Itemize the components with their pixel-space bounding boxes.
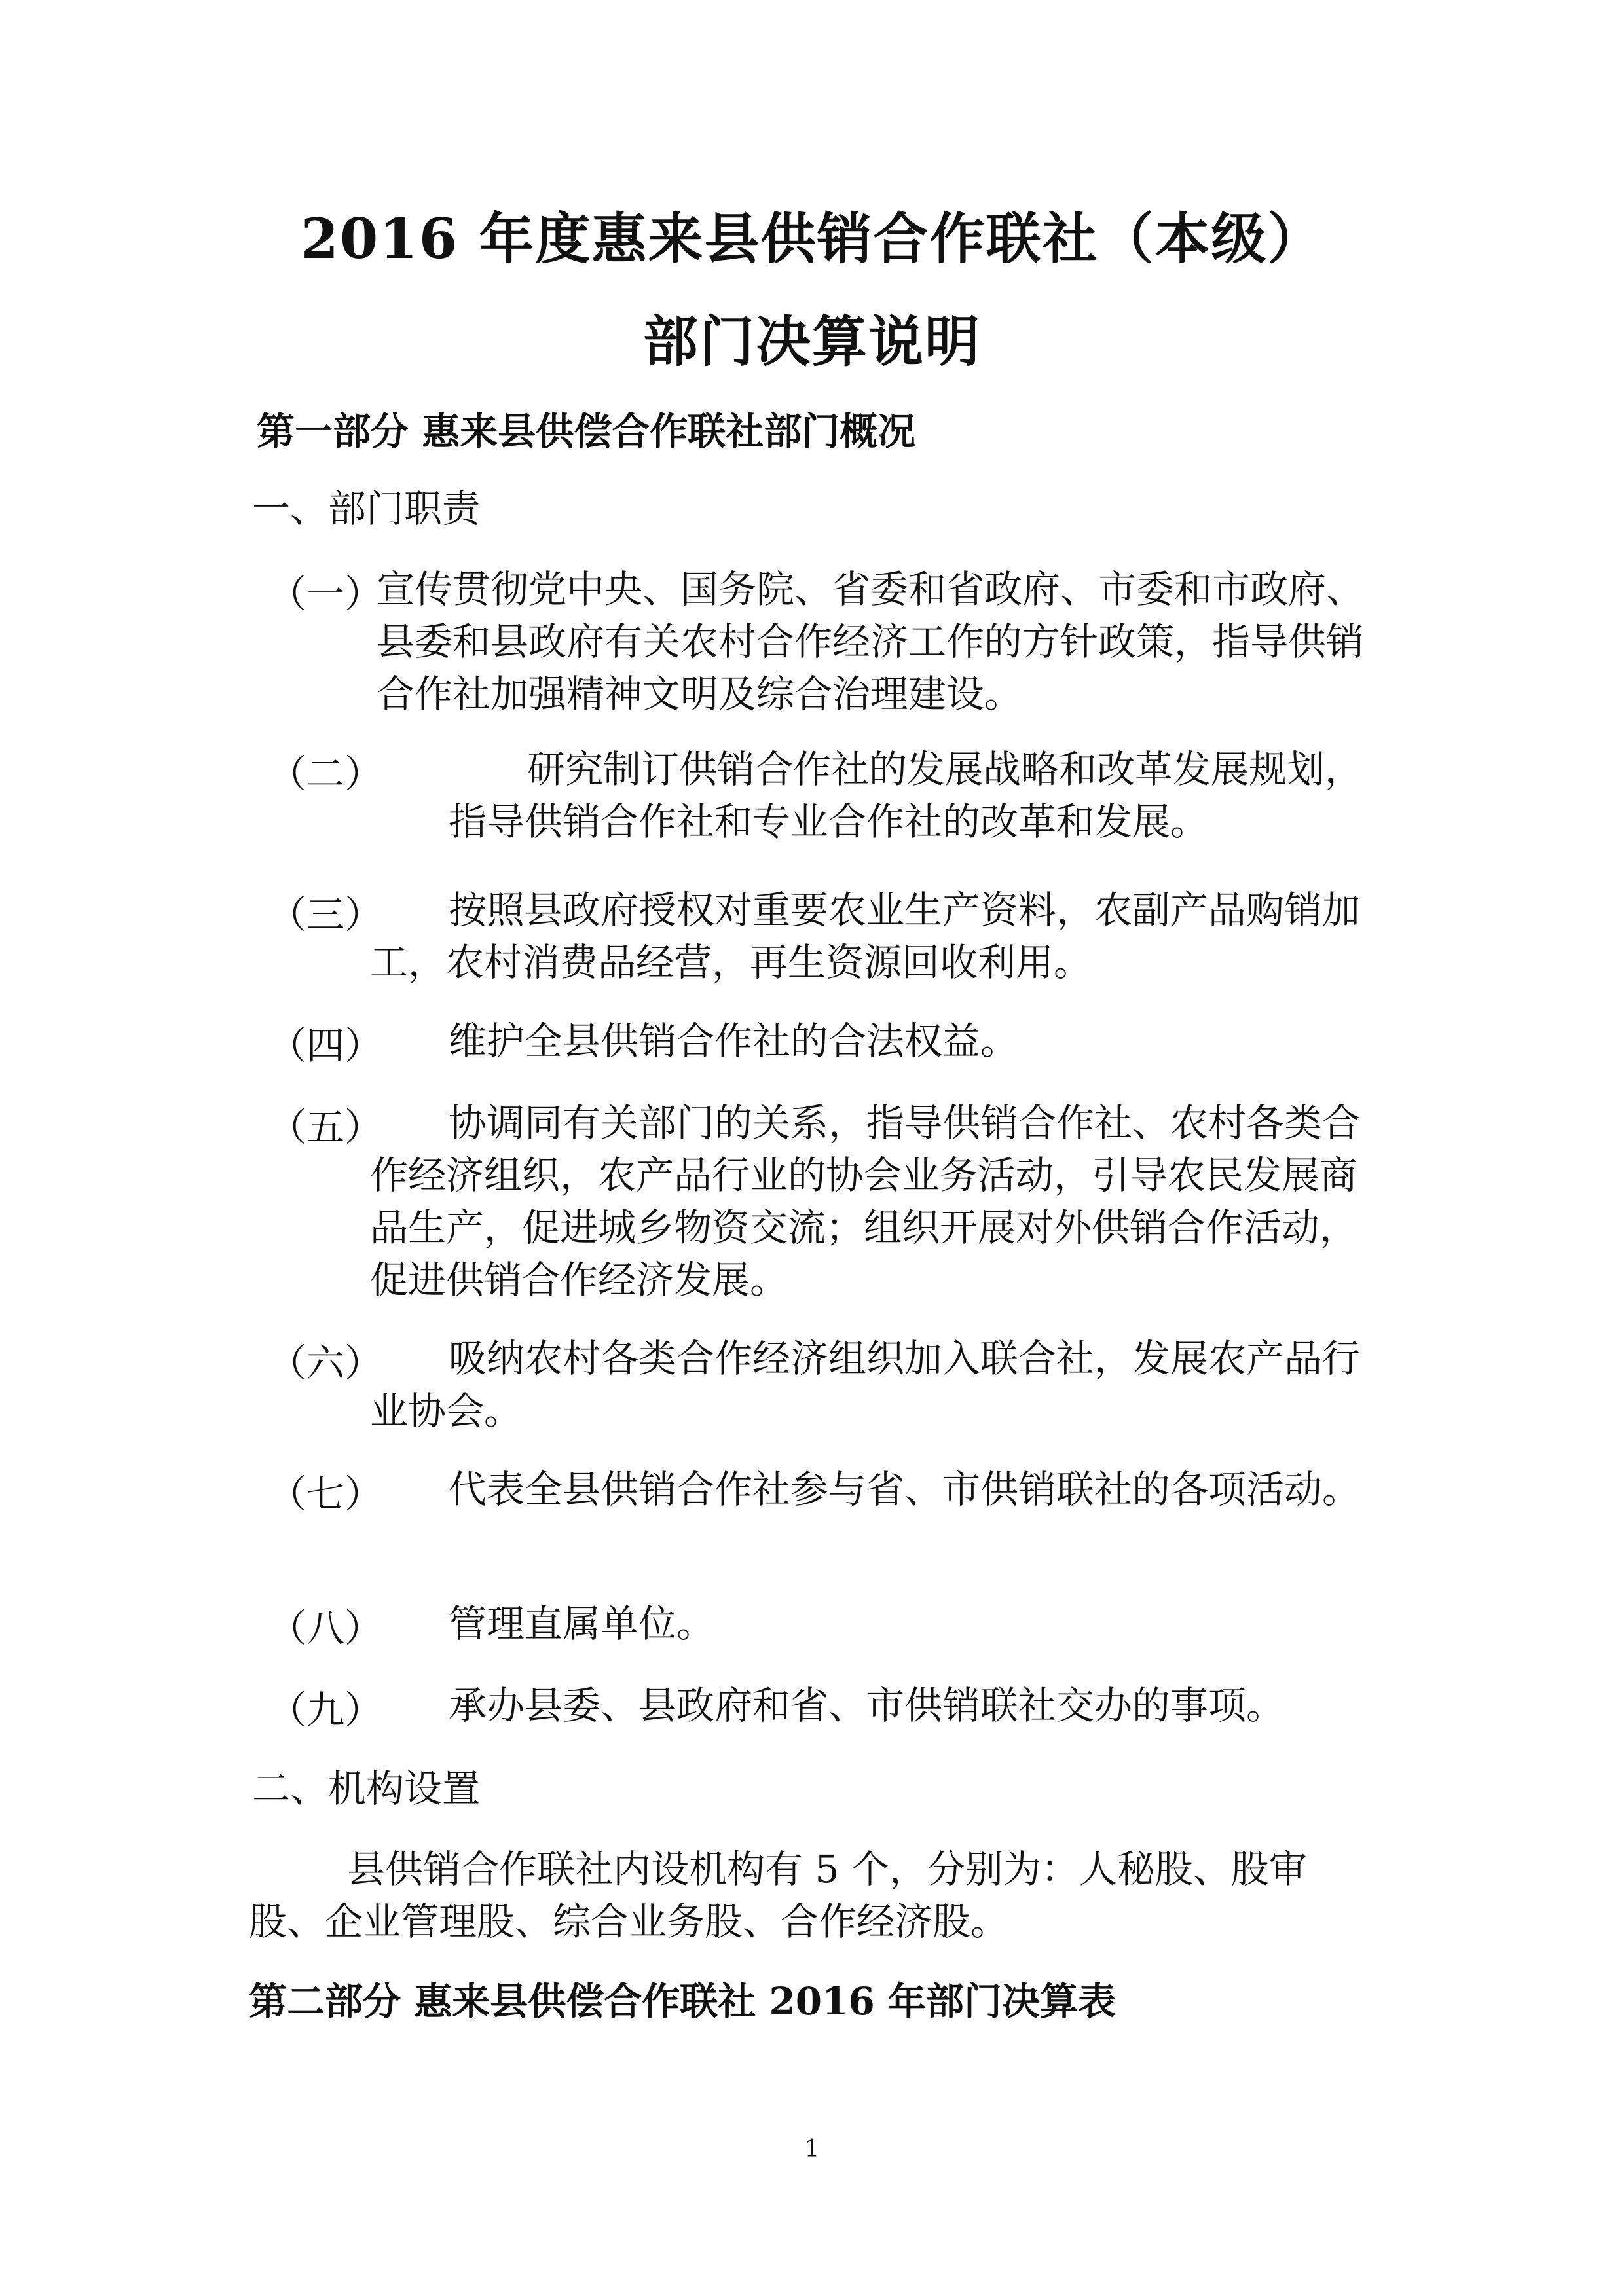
- section1-heading: 一、部门职责: [252, 486, 481, 531]
- duty-number: （二）: [268, 752, 383, 796]
- duty-number: （四）: [268, 1023, 383, 1068]
- section2-paragraph: 县供销合作联社内设机构有 5 个，分别为：人秘股、股审股、企业管理股、综合业务股、合作经济股。: [249, 1847, 1307, 1944]
- document-title: 2016 年度惠来县供销合作联社（本级）: [300, 206, 1324, 271]
- duty-text: 维护全县供销合作社的合法权益。: [449, 1019, 1019, 1063]
- document-subtitle: 部门决算说明: [642, 309, 981, 374]
- duty-text: [370, 743, 1365, 848]
- duty-text: 协调同有关部门的关系，指导供销合作社、农村各类合作经济组织，农产品行业的协会业务活动，引导农民发展商品生产，促进城乡物资交流；组织开展对外供销合作活动，促进供销合作经济发展。: [370, 1101, 1361, 1302]
- duty-number: （九）: [268, 1688, 383, 1732]
- part1-heading: 第一部分 惠来县供偿合作联社部门概况: [257, 409, 916, 454]
- duty-text: 吸纳农村各类合作经济组织加入联合社，发展农产品行业协会。: [370, 1336, 1361, 1433]
- duty-number: （一）: [268, 572, 383, 616]
- duty-text: 代表全县供销合作社参与省、市供销联社的各项活动。: [449, 1467, 1361, 1512]
- duty-text-content: 研究制订供销合作社的发展战略和改革发展规划，指导供销合作社和专业合作社的改革和发展。: [449, 747, 1363, 844]
- duty-number: （六）: [268, 1341, 383, 1385]
- duty-text: 管理直属单位。: [449, 1601, 715, 1646]
- duty-number: （五）: [268, 1105, 383, 1150]
- page-number: 1: [804, 2136, 820, 2162]
- duty-number: （八）: [268, 1606, 383, 1650]
- duty-text: 承办县委、县政府和省、市供销联社交办的事项。: [449, 1683, 1285, 1728]
- section2-heading: 二、机构设置: [252, 1766, 481, 1811]
- duty-text: 宣传贯彻党中央、国务院、省委和省政府、市委和市政府、县委和县政府有关农村合作经济工作的方针政策，指导供销合作社加强精神文明及综合治理建设。: [377, 567, 1365, 716]
- part2-heading: 第二部分 惠来县供偿合作联社 2016 年部门决算表: [249, 1979, 1116, 2024]
- duty-number: （三）: [268, 892, 383, 937]
- duty-number: （七）: [268, 1472, 383, 1516]
- duty-text: 按照县政府授权对重要农业生产资料，农副产品购销加工，农村消费品经营，再生资源回收利用。: [370, 888, 1361, 985]
